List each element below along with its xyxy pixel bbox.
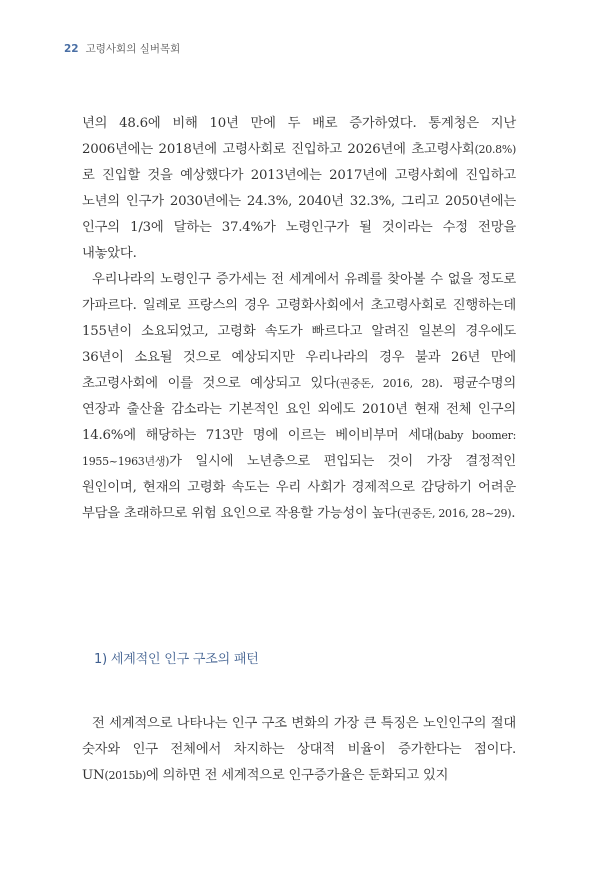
paragraph: 년의 48.6에 비해 10년 만에 두 배로 증가하였다. 통계청은 지난 2006년에는 2018년에 고령사회로 진입하고 2026년에 초고령사회(20.8%)로 진입할 것을 예상했다가 2013년에는 2017년에 고령사회에 진입하고 노년의 인구가 2030년에는 24.3%, 2040년 32.3%, 그리고 2050년에는 인구의 1/3에 달하는 37.4%가 노령인구가 될 것이라는 수정 전망을 내놓았다. bbox=[82, 116, 516, 261]
citation: (권중돈, 2016, 28~29) bbox=[397, 507, 512, 520]
inline-note: (20.8%) bbox=[474, 143, 516, 156]
page-number: 22 bbox=[64, 43, 79, 55]
body-text-bottom bbox=[82, 711, 516, 789]
inline-note: (2015b) bbox=[104, 769, 146, 782]
paragraph: 우리나라의 노령인구 증가세는 전 세계에서 유례를 찾아볼 수 없을 정도로 가파르다. 일례로 프랑스의 경우 고령화사회에서 초고령사회로 진행하는데 155년이 소요되었고, 고령화 속도가 빠르다고 알려진 일본의 경우에도 36년이 소요될 것으로 예상되지만 우리나라의 경우 불과 26년 만에 초고령사회에 이를 것으로 예상되고 있다(권중돈, 2016, 28). 평균수명의 연장과 출산율 감소라는 기본적인 요인 외에도 2010년 현재 전체 인구의 14.6%에 해당하는 713만 명에 이르는 베이비부머 세대(baby boomer: 1955~1963년생)가 일시에 노년층으로 편입되는 것이 가장 결정적인 원인이며, 현재의 고령화 속도는 우리 사회가 경제적으로 감당하기 어려운 부담을 초래하므로 위험 요인으로 작용할 가능성이 높다(권중돈, 2016, 28~29). bbox=[82, 272, 516, 521]
inline-note: (baby boomer: 1955~1963년생) bbox=[82, 429, 516, 468]
running-header bbox=[64, 41, 180, 56]
body-text-top bbox=[82, 111, 516, 527]
book-title: 고령사회의 실버목회 bbox=[85, 43, 181, 55]
section-heading: 1) 세계적인 인구 구조의 패턴 bbox=[94, 652, 259, 667]
paragraph: 전 세계적으로 나타나는 인구 구조 변화의 가장 큰 특징은 노인인구의 절대 숫자와 인구 전체에서 차지하는 상대적 비율이 증가한다는 점이다. UN(2015b)에 의하면 전 세계적으로 인구증가율은 둔화되고 있지 bbox=[82, 716, 516, 783]
citation: (권중돈, 2016, 28) bbox=[335, 377, 440, 390]
